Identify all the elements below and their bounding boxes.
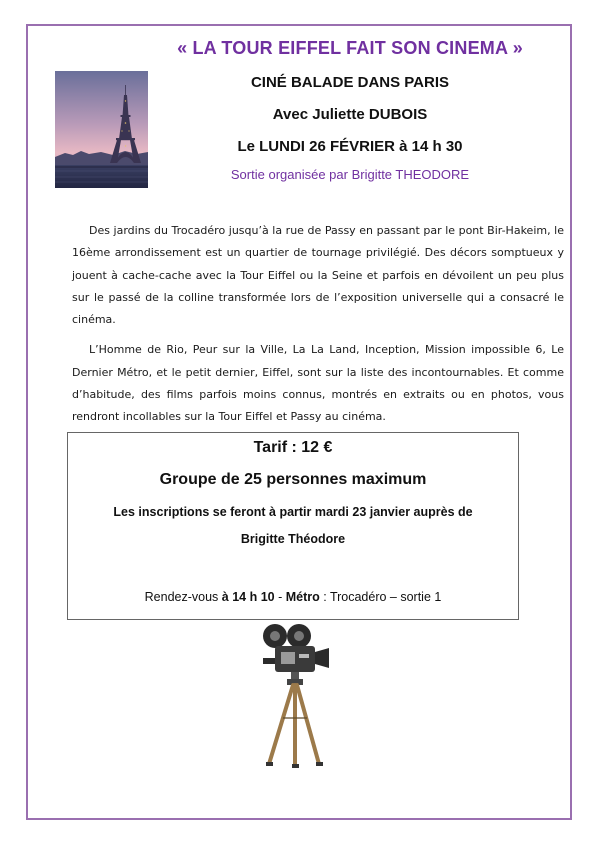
description-paragraph-2: L’Homme de Rio, Peur sur la Ville, La La Land, Inception, Mission impossible 6, Le Dernier Métro, et le petit dernier, Eiffel, sont sur la liste des incontournables. Et comme d’habitude, des films parfois moins connus, montrés en extraits ou en photos, vous rendront incollables sur la Tour Eiffel et Passy au cinéma.	[72, 343, 564, 424]
group-size: Groupe de 25 personnes maximum	[159, 471, 427, 488]
eiffel-tower-photo	[55, 71, 148, 188]
registration-info: Les inscriptions se feront à partir mardi 23 janvier auprès de	[113, 505, 473, 519]
event-title: « LA TOUR EIFFEL FAIT SON CINEMA »	[177, 38, 523, 58]
meeting-metro-label: Métro	[285, 590, 320, 604]
price: Tarif : 12 €	[253, 439, 333, 456]
practical-info-box	[67, 432, 519, 620]
description-paragraph-1: Des jardins du Trocadéro jusqu’à la rue de Passy en passant par le pont Bir-Hakeim, le 16ème arrondissement est un quartier de tournage privilégié. Des décors somptueux y jouent à cache-cache avec la Tour Eiffel ou la Seine et parfois en dévoilent un peu plus sur le passé de la colline transformée lors de l’exposition universelle qui a consacré le cinéma.	[72, 224, 564, 327]
film-camera-illustration	[255, 622, 335, 772]
meeting-station: : Trocadéro – sortie 1	[319, 590, 442, 604]
event-date: Le LUNDI 26 FÉVRIER à 14 h 30	[237, 138, 463, 155]
meeting-separator: -	[274, 590, 286, 604]
meeting-point	[68, 590, 518, 604]
event-guide: Avec Juliette DUBOIS	[272, 106, 428, 123]
event-organizer: Sortie organisée par Brigitte THEODORE	[230, 167, 470, 182]
meeting-prefix: Rendez-vous	[144, 590, 222, 604]
event-subtitle: CINÉ BALADE DANS PARIS	[250, 74, 450, 91]
registration-contact: Brigitte Théodore	[240, 532, 346, 546]
meeting-time: à 14 h 10	[221, 590, 275, 604]
event-description	[72, 220, 564, 437]
